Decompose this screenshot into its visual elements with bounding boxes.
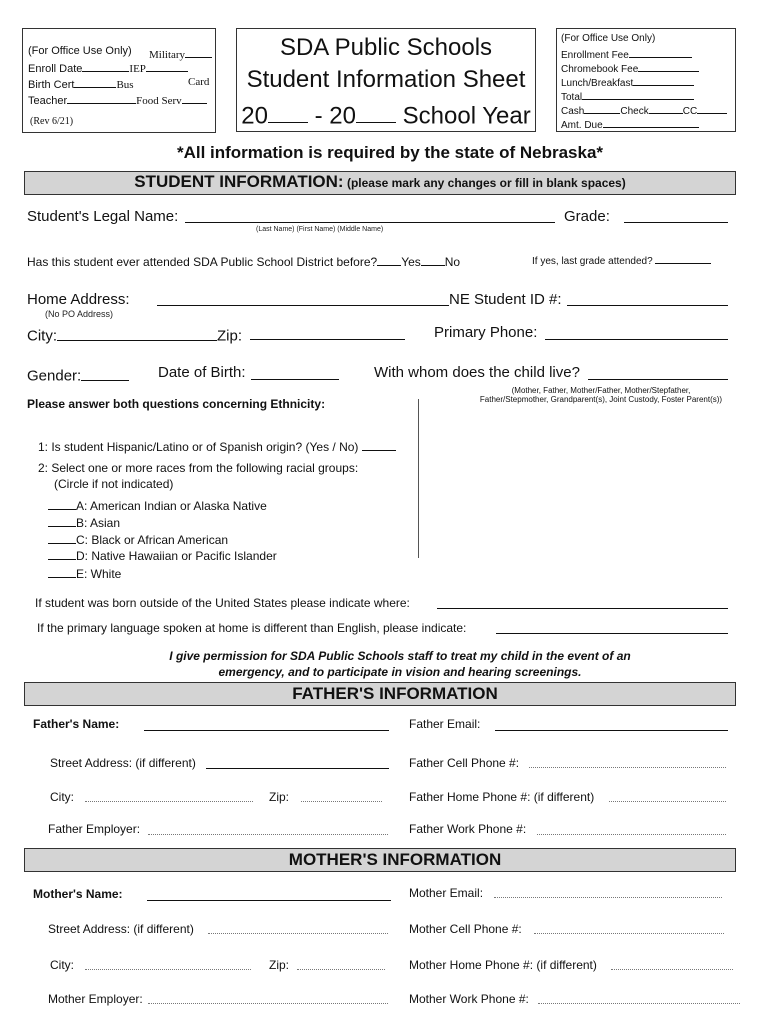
mother-street-input[interactable] [208, 933, 388, 934]
father-name-input[interactable] [144, 730, 389, 731]
school-name: SDA Public Schools [279, 34, 493, 61]
race-option-e[interactable]: E: White [48, 565, 121, 581]
father-cell-label: Father Cell Phone #: [409, 756, 520, 770]
father-email-label: Father Email: [409, 717, 481, 731]
hispanic-question[interactable]: 1: Is student Hispanic/Latino or of Spanish origin? (Yes / No) [38, 438, 396, 454]
race-option-d[interactable]: D: Native Hawaiian or Pacific Islander [48, 547, 277, 563]
mother-zip-input[interactable] [297, 969, 385, 970]
revision-label: (Rev 6/21) [30, 116, 74, 127]
mother-street-label: Street Address: (if different) [48, 922, 194, 936]
attended-before-question[interactable]: Has this student ever attended SDA Public School District before? Yes No [27, 253, 460, 269]
language-input[interactable] [496, 633, 728, 634]
father-cell-input[interactable] [529, 767, 726, 768]
father-street-input[interactable] [206, 768, 389, 769]
lives-with-hint: (Mother, Father, Mother/Father, Mother/Stepfather, Father/Stepmother, Grandparent(s), Joint Custody, Foster Parent(s)) [479, 386, 723, 404]
card-field[interactable]: Card [188, 76, 210, 88]
teacher-field[interactable]: Teacher Food Serv [28, 92, 207, 107]
ne-student-id-input[interactable] [567, 305, 728, 306]
chromebook-fee-field[interactable]: Chromebook Fee [561, 61, 699, 75]
amount-due-field[interactable]: Amt. Due [561, 117, 699, 131]
dob-label: Date of Birth: [158, 364, 246, 381]
ethnicity-divider [418, 399, 419, 558]
race-option-b[interactable]: B: Asian [48, 514, 120, 530]
legal-name-hint: (Last Name) (First Name) (Middle Name) [256, 226, 384, 233]
father-employer-label: Father Employer: [48, 822, 141, 836]
enrollment-fee-field[interactable]: Enrollment Fee [561, 47, 692, 61]
father-name-label: Father's Name: [33, 717, 120, 731]
race-option-c[interactable]: C: Black or African American [48, 531, 228, 547]
legal-name-input[interactable] [185, 222, 555, 223]
mother-city-label: City: [50, 958, 74, 972]
mother-email-input[interactable] [494, 897, 722, 898]
school-year-field[interactable]: 20 - 20 School Year [236, 97, 536, 130]
ne-student-id-label: NE Student ID #: [449, 291, 562, 308]
father-work-phone-label: Father Work Phone #: [409, 822, 527, 836]
legal-name-label: Student's Legal Name: [27, 208, 179, 225]
lives-with-input[interactable] [588, 379, 728, 380]
father-city-input[interactable] [85, 801, 253, 802]
father-home-phone-input[interactable] [609, 801, 726, 802]
mother-cell-label: Mother Cell Phone #: [409, 922, 522, 936]
born-outside-input[interactable] [437, 608, 728, 609]
primary-phone-label: Primary Phone: [434, 324, 538, 341]
mother-cell-input[interactable] [534, 933, 724, 934]
birth-cert-field[interactable]: Birth Cert Bus [28, 76, 134, 91]
language-label: If the primary language spoken at home is different than English, please indicate: [37, 621, 467, 635]
permission-line-2: emergency, and to participate in vision and hearing screenings. [218, 665, 582, 679]
required-notice: *All information is required by the state of Nebraska* [176, 143, 604, 162]
mother-zip-label: Zip: [269, 958, 290, 972]
father-zip-label: Zip: [269, 790, 290, 804]
grade-label: Grade: [564, 208, 610, 225]
father-street-label: Street Address: (if different) [50, 756, 196, 770]
race-option-a[interactable]: A: American Indian or Alaska Native [48, 497, 267, 513]
total-field[interactable]: Total [561, 89, 694, 103]
mother-city-input[interactable] [85, 969, 251, 970]
father-home-phone-label: Father Home Phone #: (if different) [409, 790, 595, 804]
permission-line-1: I give permission for SDA Public Schools staff to treat my child in the event of an [169, 649, 631, 663]
father-work-phone-input[interactable] [537, 834, 726, 835]
military-field[interactable]: Military [149, 46, 212, 61]
enroll-date-field[interactable]: Enroll Date IEP [28, 60, 188, 75]
mother-email-label: Mother Email: [409, 886, 484, 900]
father-email-input[interactable] [495, 730, 728, 731]
dob-input[interactable] [251, 379, 339, 380]
grade-input[interactable] [624, 222, 728, 223]
office-use-label: (For Office Use Only) [28, 45, 132, 57]
father-city-label: City: [50, 790, 74, 804]
father-employer-input[interactable] [148, 834, 388, 835]
race-question: 2: Select one or more races from the following racial groups: [38, 461, 359, 475]
lives-with-label: With whom does the child live? [374, 364, 580, 381]
ethnicity-header: Please answer both questions concerning Ethnicity: [27, 397, 326, 411]
city-field[interactable]: City: Zip: [27, 324, 242, 345]
gender-field[interactable]: Gender: [27, 364, 129, 385]
mother-name-input[interactable] [147, 900, 391, 901]
mother-employer-input[interactable] [148, 1003, 388, 1004]
father-zip-input[interactable] [301, 801, 382, 802]
sheet-title: Student Information Sheet [246, 66, 526, 93]
born-outside-label: If student was born outside of the United States please indicate where: [35, 596, 410, 610]
father-info-header: FATHER'S INFORMATION [292, 684, 498, 703]
office-use-label-right: (For Office Use Only) [561, 33, 656, 44]
last-grade-field[interactable]: If yes, last grade attended? [532, 253, 711, 267]
no-po-hint: (No PO Address) [45, 309, 114, 319]
zip-input[interactable] [250, 339, 405, 340]
primary-phone-input[interactable] [545, 339, 728, 340]
mother-work-phone-input[interactable] [538, 1003, 740, 1004]
student-info-header: STUDENT INFORMATION: (please mark any changes or fill in blank spaces) [134, 172, 626, 191]
lunch-breakfast-field[interactable]: Lunch/Breakfast [561, 75, 694, 89]
mother-employer-label: Mother Employer: [48, 992, 143, 1006]
home-address-input[interactable] [157, 305, 449, 306]
mother-home-phone-input[interactable] [611, 969, 733, 970]
mother-work-phone-label: Mother Work Phone #: [409, 992, 529, 1006]
mother-info-header: MOTHER'S INFORMATION [288, 850, 502, 869]
payment-method-field[interactable]: Cash Check CC [561, 103, 727, 117]
race-note: (Circle if not indicated) [54, 477, 174, 491]
mother-home-phone-label: Mother Home Phone #: (if different) [409, 958, 597, 972]
mother-name-label: Mother's Name: [33, 887, 123, 901]
home-address-label: Home Address: [27, 291, 130, 308]
